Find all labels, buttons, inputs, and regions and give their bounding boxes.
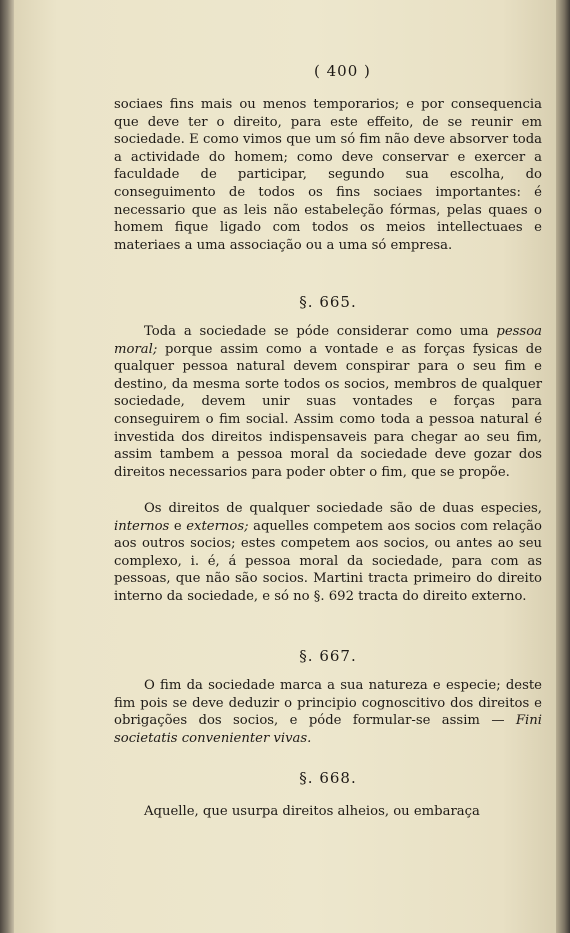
italic-term: externos; [186,518,249,534]
continuation-text: sociaes fins mais ou menos temporarios; e por consequencia que deve ter o direito, para este effeito, de se reunir em sociedade. E como vimos que um só fim não deve absorver toda a actividade do homem; como deve conservar e exercer a faculdade de participar, segundo sua escolha, do conseguimento de todos os fins sociaes importantes: é necessario que as leis não estabeleção fórmas, pelas quaes o homem fique ligado com todos os meios intellectuaes e materiaes a uma associação ou a uma só empresa. [114,97,542,253]
continuation-paragraph [114,96,542,254]
left-page-edge [0,0,14,933]
text-run: aquelles competem aos socios com relação aos outros socios; estes competem aos socios, ou antes ao seu complexo, i. é, á pessoa moral da sociedade, para com as pessoas, que não são socios. Martini tracta primeiro do direito interno da sociedade, e só no §. 692 tracta do direito externo. [114,518,542,604]
text-run: e [169,518,187,534]
section-heading-667: §. 667. [299,647,357,665]
text-run: Toda a sociedade se póde considerar como uma [144,324,497,339]
italic-term: internos [114,518,170,534]
section-665-paragraph-2 [114,500,542,606]
italic-term: Fini societatis convenienter vivas. [114,713,542,746]
paragraph-text [114,500,542,606]
page-number: ( 400 ) [314,62,371,80]
paragraph-text [114,323,542,481]
paragraph-text [114,677,542,747]
italic-term: pessoa moral; [114,324,542,357]
text-run: porque assim como a vontade e as forças fysicas de qualquer pessoa natural devem conspirar para o seu fim e destino, da mesma sorte todos os socios, membros de qualquer sociedade, devem unir suas vontades e forças para conseguirem o fim social. Assim como toda a pessoa natural é investida dos direitos indispensaveis para chegar ao seu fim, assim tambem a pessoa moral da sociedade deve gozar dos direitos necessarios para poder obter o fim, que se propõe. [114,341,542,480]
section-668-paragraph-1 [114,803,542,821]
paragraph-text [114,803,542,821]
section-667-paragraph-1 [114,677,542,747]
section-665-paragraph-1 [114,323,542,481]
section-heading-668: §. 668. [299,769,357,787]
text-run: Os direitos de qualquer sociedade são de duas especies, [144,501,542,516]
text-run: O fim da sociedade marca a sua natureza e especie; deste fim pois se deve deduzir o principio cognoscitivo dos direitos e obrigações dos socios, e póde formular-se assim — [114,678,542,729]
section-heading-665: §. 665. [299,293,357,311]
text-run: Aquelle, que usurpa direitos alheios, ou embaraça [144,804,480,819]
book-page [14,0,556,933]
right-page-edge [556,0,570,933]
